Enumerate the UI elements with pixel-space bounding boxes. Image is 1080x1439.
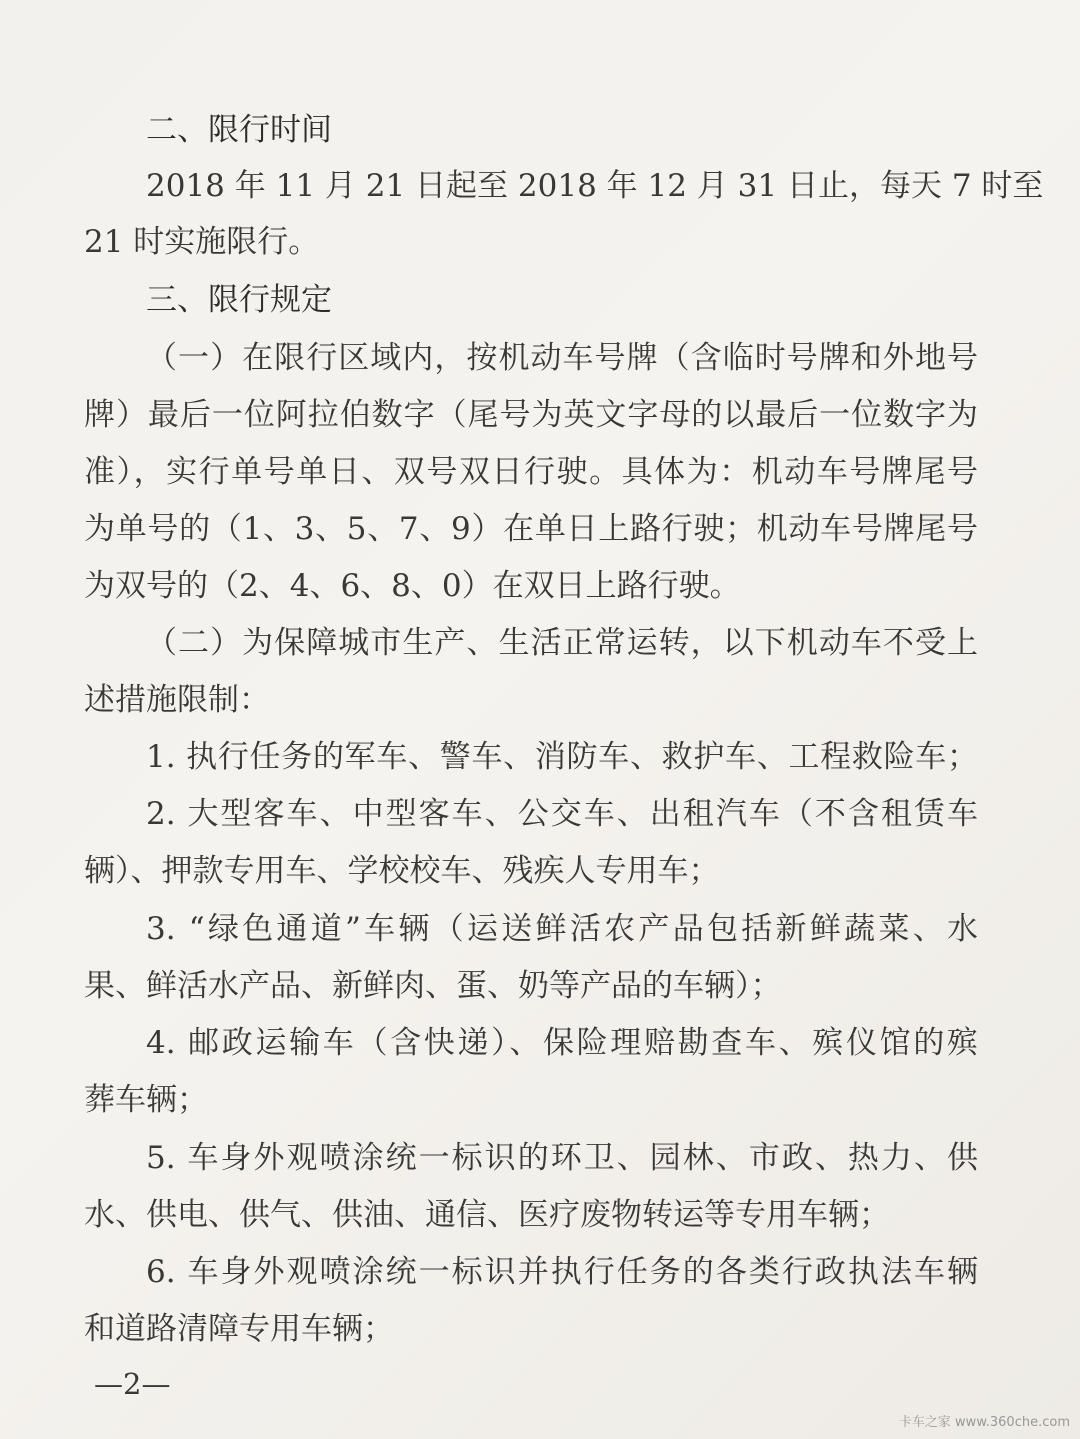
paragraph-line: 述措施限制： <box>84 682 270 718</box>
paragraph-line: 为双号的（2、4、6、8、0）在双日上路行驶。 <box>84 568 741 604</box>
list-item-line: 和道路清障专用车辆； <box>84 1311 394 1347</box>
section-heading-limit-time: 二、限行时间 <box>146 112 332 148</box>
paragraph-line: 2018 年 11 月 21 日起至 2018 年 12 月 31 日止，每天 7 时至 <box>146 168 1044 204</box>
list-item-line: 4. 邮政运输车（含快递）、保险理赔勘查车、殡仪馆的殡 <box>146 1025 978 1061</box>
paragraph-line: （一）在限行区域内，按机动车号牌（含临时号牌和外地号 <box>146 340 978 376</box>
paragraph-line: 牌）最后一位阿拉伯数字（尾号为英文字母的以最后一位数字为 <box>84 397 978 433</box>
paragraph-line: 为单号的（1、3、5、7、9）在单日上路行驶；机动车号牌尾号 <box>84 511 978 547</box>
list-item-line: 5. 车身外观喷涂统一标识的环卫、园林、市政、热力、供 <box>146 1140 978 1176</box>
list-item-line: 葬车辆； <box>84 1082 208 1118</box>
list-item-line: 1. 执行任务的军车、警车、消防车、救护车、工程救险车； <box>146 739 978 775</box>
page-number: —2— <box>94 1367 171 1401</box>
list-item-line: 3. “绿色通道”车辆（运送鲜活农产品包括新鲜蔬菜、水 <box>146 911 978 947</box>
list-item-line: 辆）、押款专用车、学校校车、残疾人专用车； <box>84 853 720 889</box>
paragraph-line: 21 时实施限行。 <box>84 224 320 260</box>
list-item-line: 6. 车身外观喷涂统一标识并执行任务的各类行政执法车辆 <box>146 1254 978 1290</box>
section-heading-limit-rules: 三、限行规定 <box>146 282 332 318</box>
list-item-line: 2. 大型客车、中型客车、公交车、出租汽车（不含租赁车 <box>146 796 978 832</box>
list-item-line: 果、鲜活水产品、新鲜肉、蛋、奶等产品的车辆）； <box>84 968 782 1004</box>
watermark: 卡车之家 www.360che.com <box>898 1415 1070 1430</box>
paragraph-line: 准），实行单号单日、双号双日行驶。具体为：机动车号牌尾号 <box>84 454 978 490</box>
list-item-line: 水、供电、供气、供油、通信、医疗废物转运等专用车辆； <box>84 1197 890 1233</box>
paragraph-line: （二）为保障城市生产、生活正常运转，以下机动车不受上 <box>146 625 978 661</box>
